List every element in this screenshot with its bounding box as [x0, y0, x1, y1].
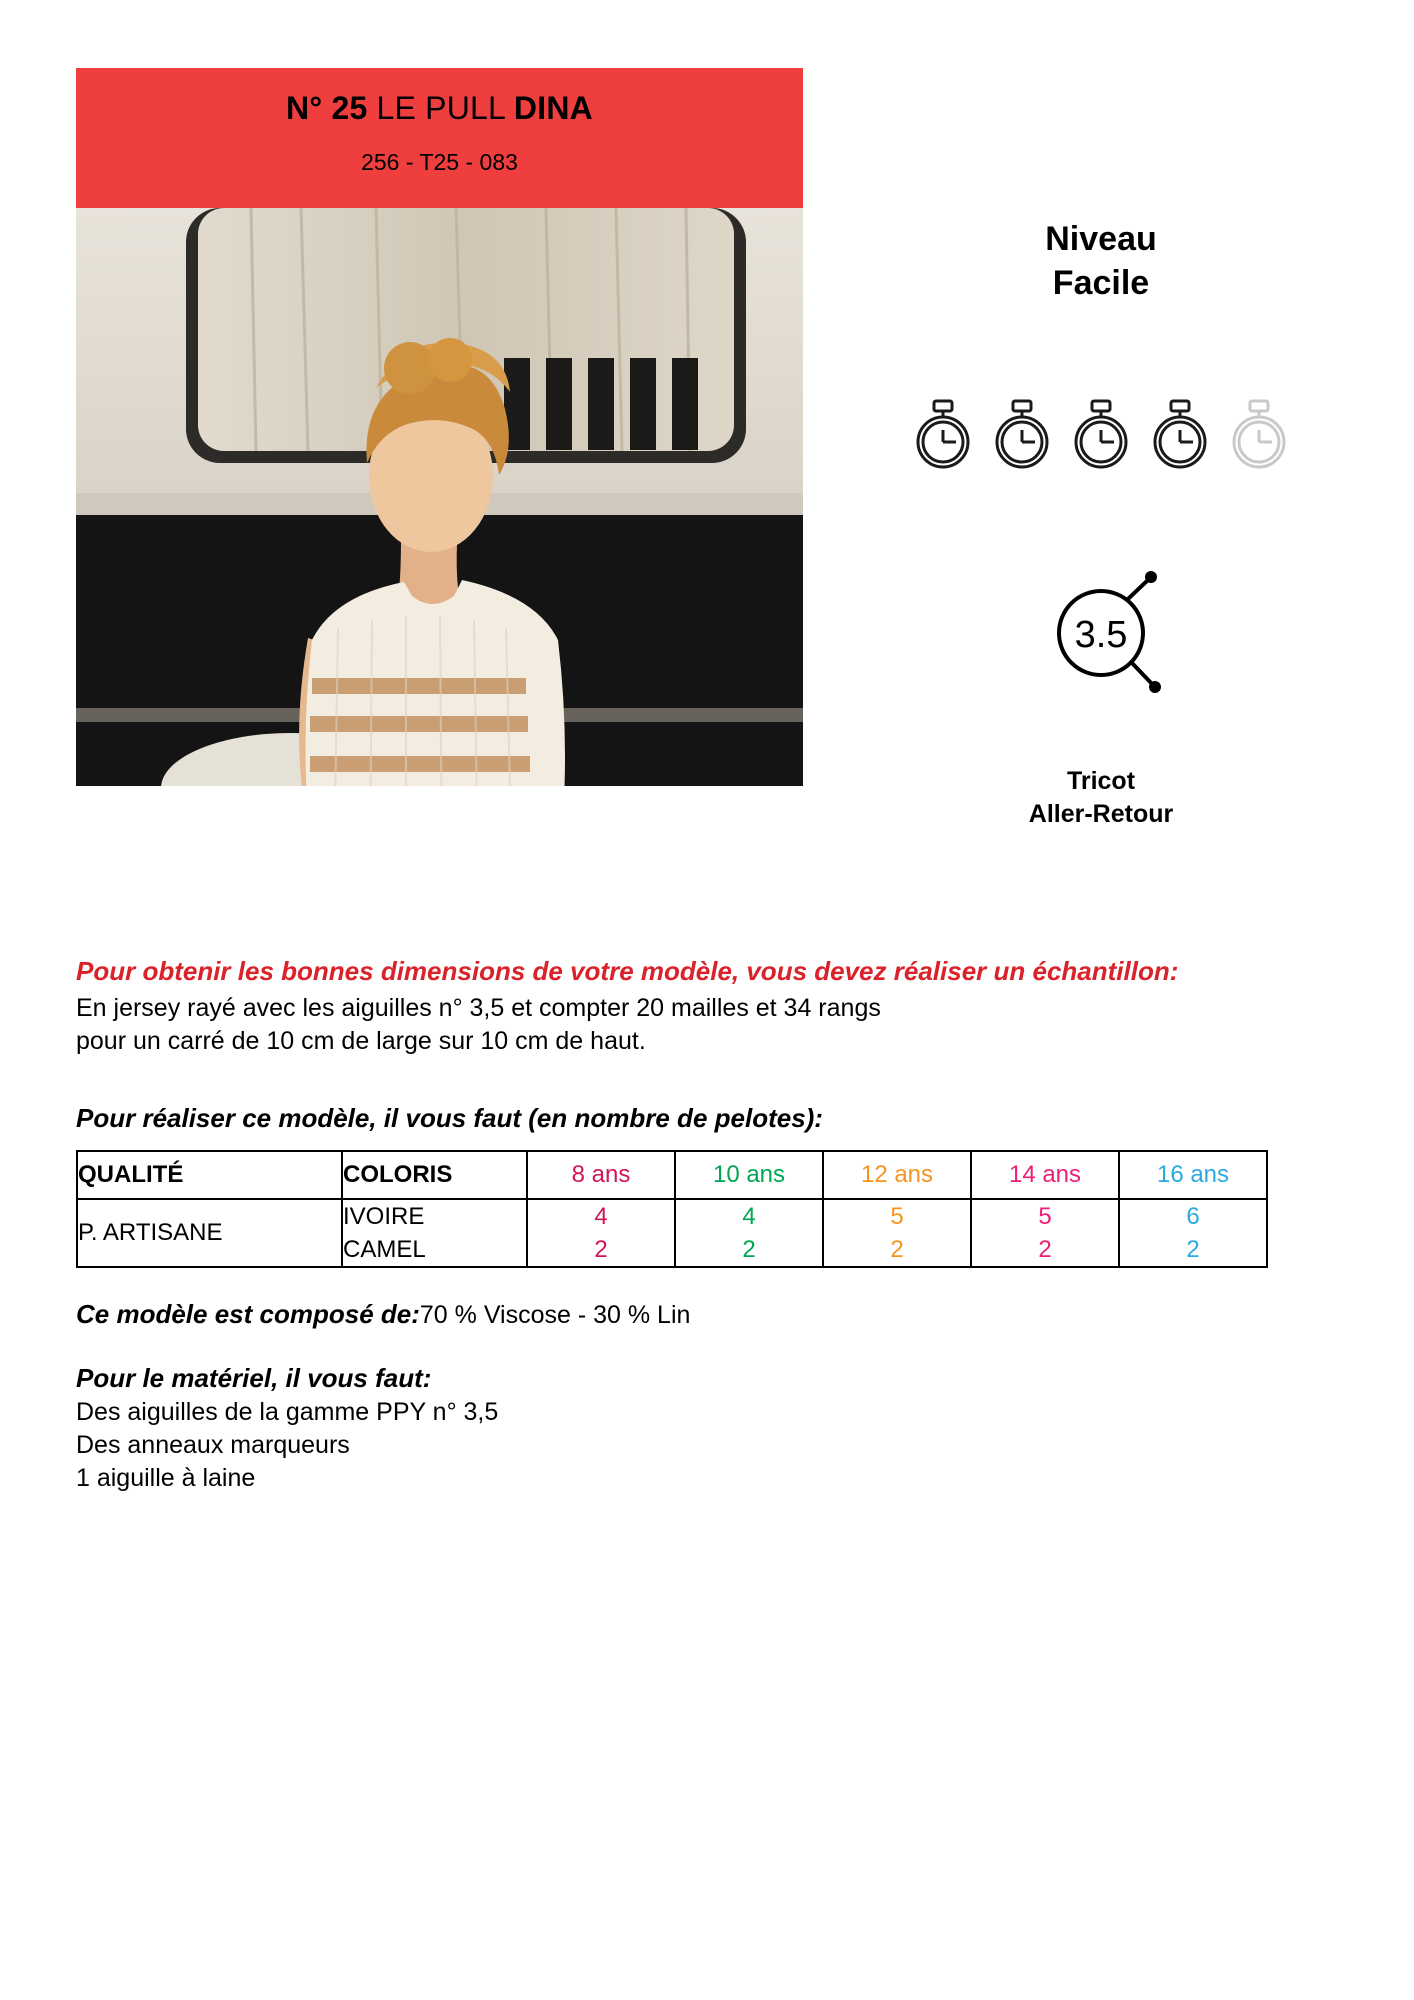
- stopwatch-icon-1: [908, 397, 978, 471]
- composition-lead: Ce modèle est composé de:: [76, 1299, 420, 1330]
- material-item-2: Des anneaux marqueurs: [76, 1430, 350, 1459]
- col-header-size-10: 10 ans: [675, 1151, 823, 1199]
- difficulty-stopwatches: [866, 397, 1336, 471]
- stopwatch-icon-4: [1145, 397, 1215, 471]
- pattern-number: N° 25: [286, 90, 368, 126]
- table-row: [77, 1199, 1267, 1267]
- size-14-ivoire: 5: [1038, 1203, 1052, 1231]
- technique-line1: Tricot: [1066, 767, 1136, 796]
- col-header-coloris: COLORIS: [342, 1151, 527, 1199]
- model-photo: [76, 208, 803, 786]
- size-8-camel: 2: [594, 1236, 608, 1264]
- yarn-quantity-table: [76, 1150, 1268, 1268]
- material-item-1: Des aiguilles de la gamme PPY n° 3,5: [76, 1397, 499, 1426]
- size-16-ivoire: 6: [1186, 1203, 1200, 1231]
- col-header-size-12: 12 ans: [823, 1151, 971, 1199]
- pattern-name: DINA: [513, 90, 593, 126]
- technique-line2: Aller-Retour: [1028, 799, 1174, 828]
- sample-text-line2: pour un carré de 10 cm de large sur 10 cm de haut.: [76, 1027, 646, 1056]
- size-16-camel: 2: [1186, 1236, 1200, 1264]
- cell-quality-value: P. ARTISANE: [77, 1199, 342, 1267]
- cell-size-12: [823, 1199, 971, 1267]
- needle-size-icon: [1031, 563, 1171, 703]
- col-header-size-8: 8 ans: [527, 1151, 675, 1199]
- composition-value: 70 % Viscose - 30 % Lin: [419, 1301, 691, 1330]
- level-label: [866, 218, 1336, 305]
- col-header-size-16: 16 ans: [1119, 1151, 1267, 1199]
- needle-size-value: 3.5: [1074, 614, 1128, 657]
- cell-size-10: [675, 1199, 823, 1267]
- composition-line: [76, 1298, 1341, 1332]
- coloris-camel: CAMEL: [343, 1236, 426, 1264]
- stopwatch-icon-5-empty: [1224, 397, 1294, 471]
- pattern-title: [76, 68, 803, 127]
- coloris-ivoire: IVOIRE: [343, 1203, 425, 1231]
- size-10-ivoire: 4: [742, 1203, 756, 1231]
- level-label-line2: Facile: [1052, 263, 1150, 302]
- col-header-size-14: 14 ans: [971, 1151, 1119, 1199]
- size-10-camel: 2: [742, 1236, 756, 1264]
- stopwatch-icon-2: [987, 397, 1057, 471]
- instructions-section: [76, 955, 1341, 1495]
- cell-size-14: [971, 1199, 1119, 1267]
- cell-coloris-values: [342, 1199, 527, 1267]
- pattern-title-rest: LE PULL: [367, 90, 514, 126]
- cell-size-16: [1119, 1199, 1267, 1267]
- sample-text-line1: En jersey rayé avec les aiguilles n° 3,5 et compter 20 mailles et 34 rangs: [76, 994, 881, 1023]
- table-header-row: [77, 1151, 1267, 1199]
- size-12-camel: 2: [890, 1236, 904, 1264]
- sample-heading: Pour obtenir les bonnes dimensions de votre modèle, vous devez réaliser un échantillon:: [76, 956, 1179, 986]
- stopwatch-icon-3: [1066, 397, 1136, 471]
- material-heading: Pour le matériel, il vous faut:: [76, 1363, 432, 1394]
- level-label-line1: Niveau: [1045, 220, 1157, 258]
- level-section: [866, 218, 1336, 830]
- pattern-reference: 256 - T25 - 083: [361, 149, 518, 175]
- needle-size-badge: [866, 563, 1336, 703]
- material-item-3: 1 aiguille à laine: [76, 1463, 256, 1492]
- cell-size-8: [527, 1199, 675, 1267]
- header-section: [76, 68, 1336, 938]
- size-14-camel: 2: [1038, 1236, 1052, 1264]
- yarn-heading: Pour réaliser ce modèle, il vous faut (en nombre de pelotes):: [76, 1103, 823, 1134]
- technique-label: [866, 765, 1336, 830]
- size-12-ivoire: 5: [890, 1203, 904, 1231]
- title-banner: [76, 68, 803, 208]
- size-8-ivoire: 4: [594, 1203, 608, 1231]
- col-header-quality: QUALITÉ: [77, 1151, 342, 1199]
- model-photo-illustration: [76, 208, 803, 786]
